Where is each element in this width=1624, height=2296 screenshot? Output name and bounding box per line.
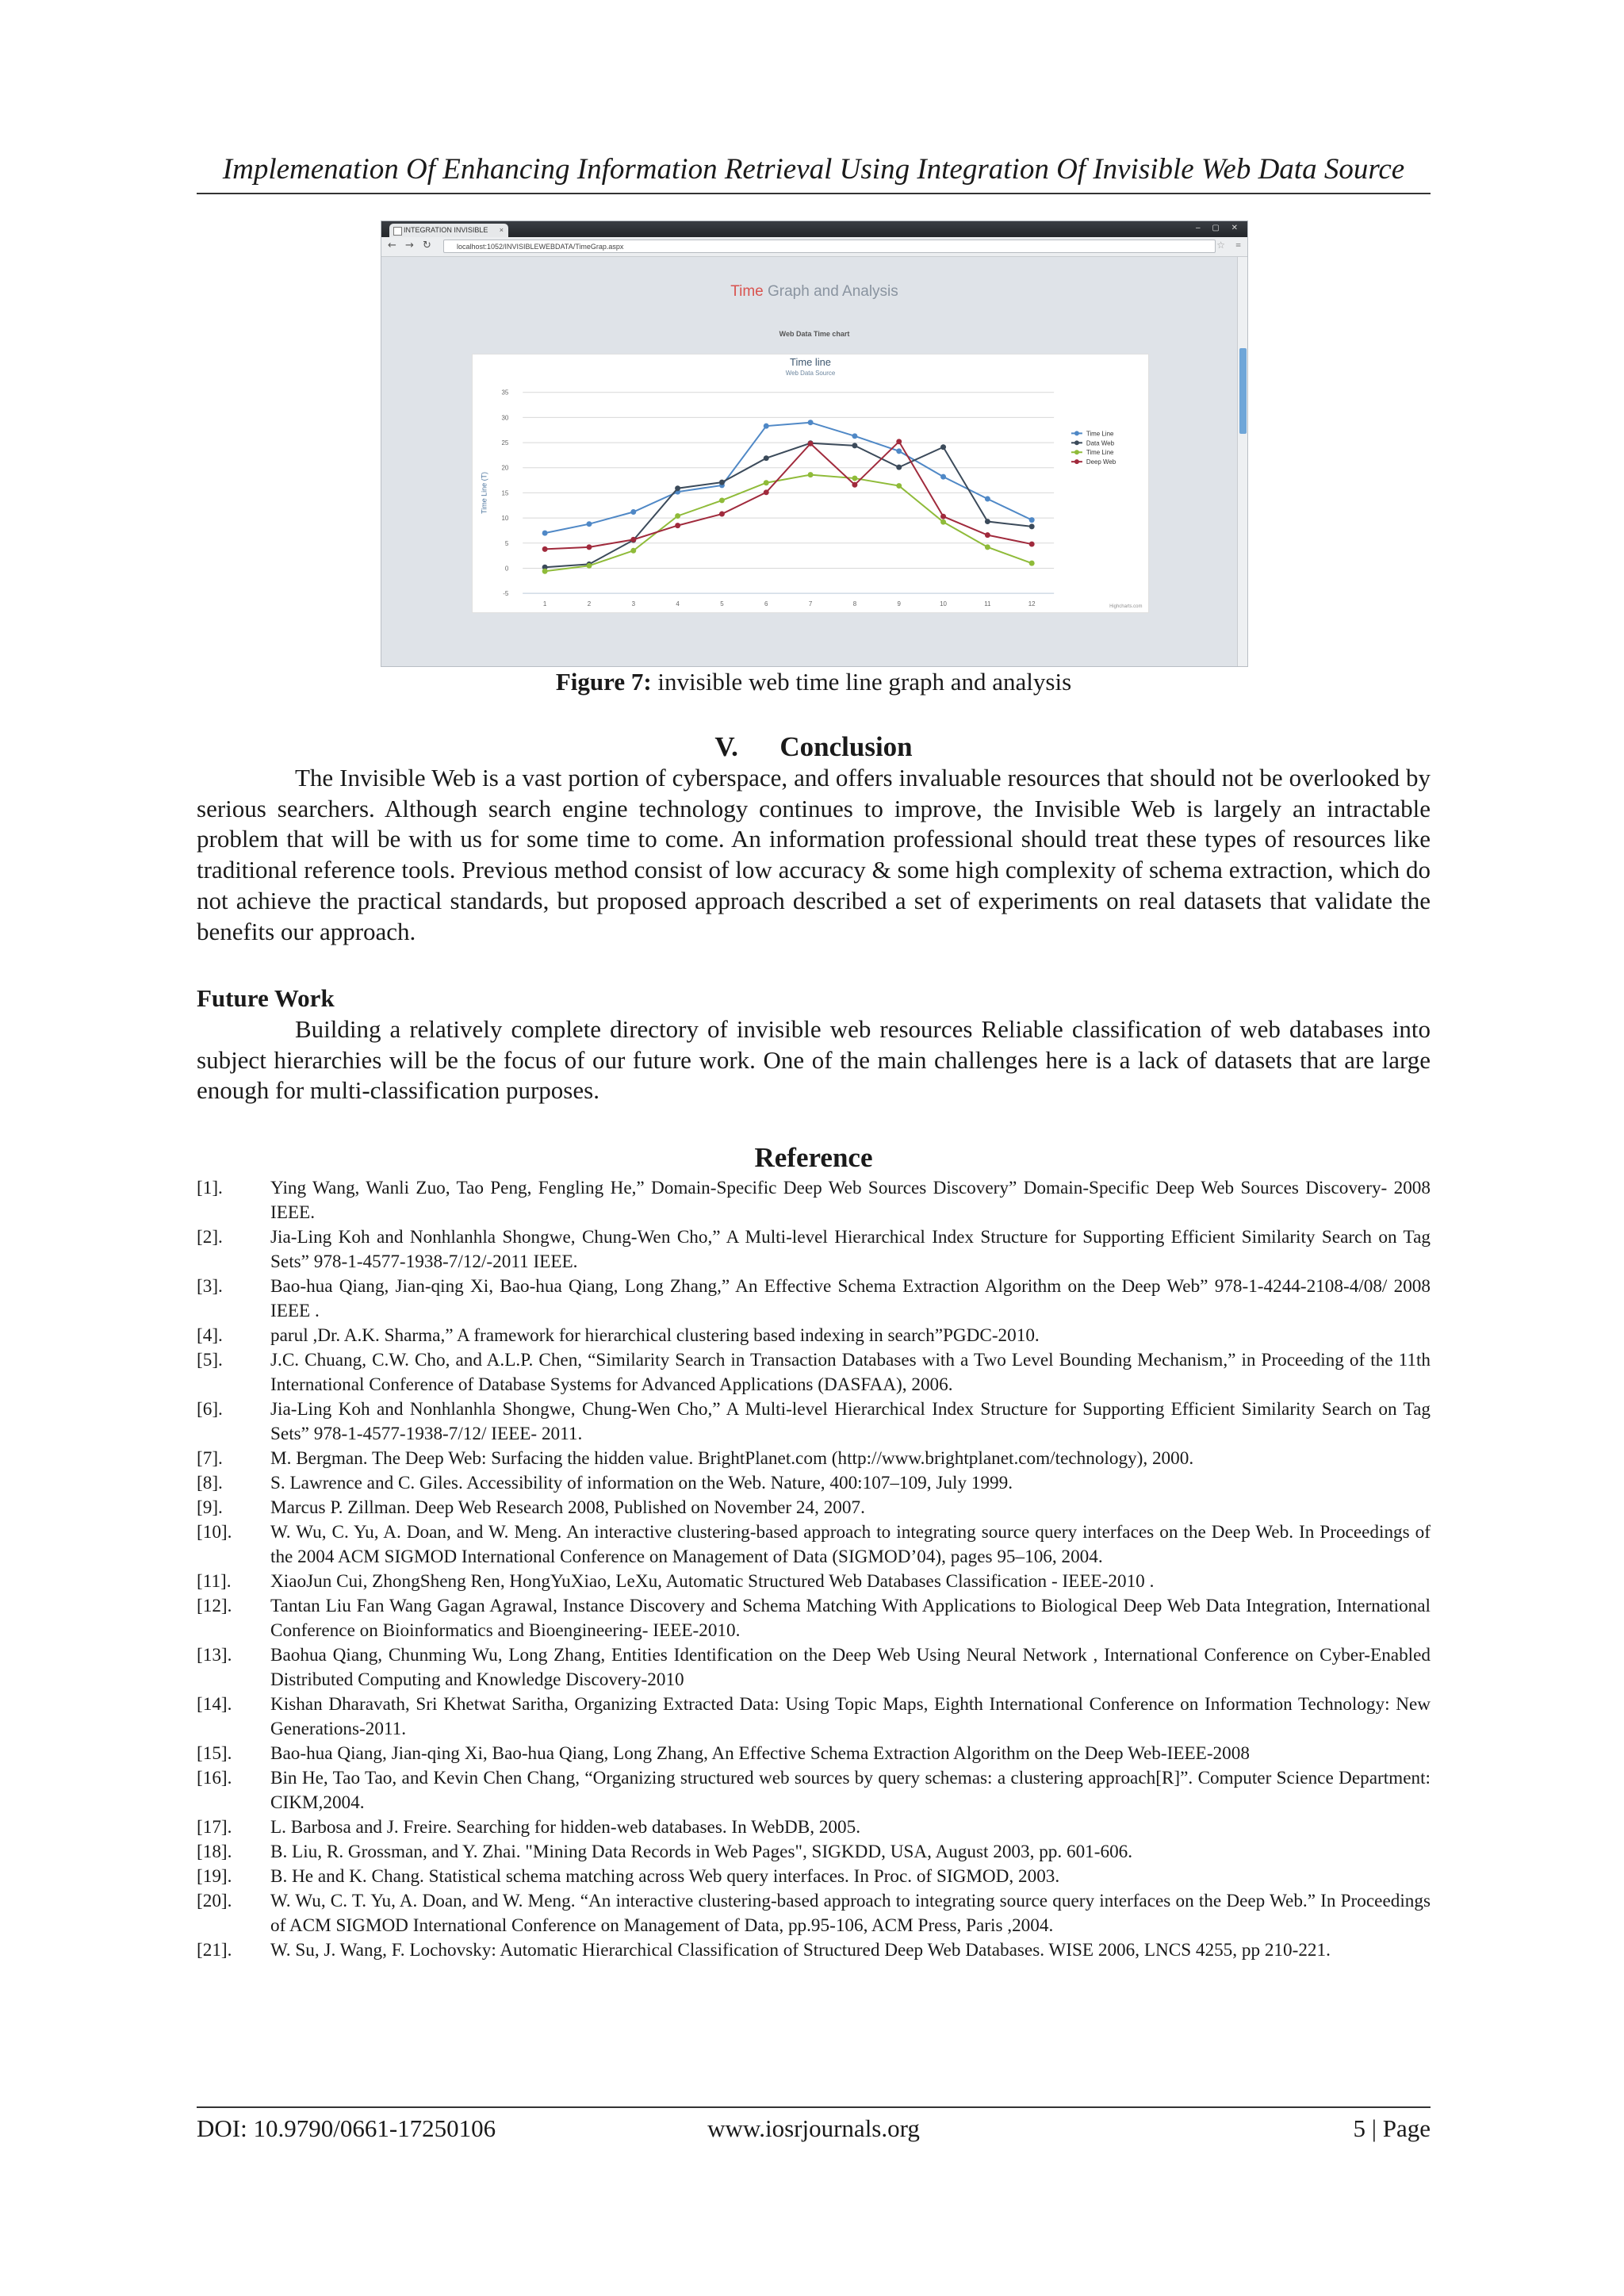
series-3-point: [764, 480, 769, 485]
chart-title: Time line: [790, 355, 831, 368]
series-2-point: [940, 444, 946, 450]
reference-number: [13].: [197, 1645, 232, 1665]
reference-number: [5].: [197, 1350, 223, 1370]
y-tick-label: -5: [503, 590, 509, 598]
x-tick-label: 10: [940, 600, 947, 608]
figure-caption-text: invisible web time line graph and analysis: [651, 668, 1072, 696]
series-line-1: [545, 423, 1032, 533]
reference-number: [8].: [197, 1473, 223, 1493]
series-1-point: [940, 474, 946, 480]
reference-number: [4].: [197, 1325, 223, 1346]
reference-item: [197, 1766, 1431, 1815]
reference-item: [197, 1815, 1431, 1840]
series-3-point: [940, 519, 946, 525]
series-3-point: [896, 483, 902, 489]
reference-number: [15].: [197, 1743, 232, 1764]
url-bar[interactable]: localhost:1052/INVISIBLEWEBDATA/TimeGrap.aspx: [443, 240, 1216, 253]
menu-icon[interactable]: ≡: [1235, 240, 1241, 251]
series-1-point: [808, 420, 814, 425]
browser-tab[interactable]: [389, 224, 508, 237]
series-4-point: [586, 544, 592, 550]
reference-item: [197, 1274, 1431, 1324]
time-line-chart: [472, 354, 1149, 613]
reference-text: J.C. Chuang, C.W. Cho, and A.L.P. Chen, “Similarity Search in Transaction Databases with a Two Level Bounding Mechanism,” in Proceeding of the 11th International Conference of Database Systems for Advanced Applications (DASFAA), 2006.: [270, 1350, 1431, 1395]
reference-list: [197, 1176, 1431, 1963]
series-1-point: [852, 433, 857, 439]
reference-number: [14].: [197, 1694, 232, 1715]
x-tick-label: 2: [587, 600, 592, 608]
series-1-point: [542, 531, 548, 536]
app-title: [381, 283, 1247, 301]
reference-item: [197, 1176, 1431, 1225]
series-3-point: [542, 569, 548, 574]
app-title-rest: Graph and Analysis: [763, 283, 898, 300]
series-line-2: [545, 443, 1032, 567]
x-tick-label: 7: [808, 600, 813, 608]
reference-number: [9].: [197, 1497, 223, 1518]
reference-item: [197, 1520, 1431, 1570]
reference-text: S. Lawrence and C. Giles. Accessibility of information on the Web. Nature, 400:107–109, July 1999.: [270, 1473, 1013, 1493]
y-axis-label: Time Line (T): [480, 472, 488, 514]
reference-text: Bin He, Tao Tao, and Kevin Chen Chang, “Organizing structured web sources by query schemas: a clustering approach[R]”. Computer Science Department: CIKM,2004.: [270, 1768, 1431, 1813]
legend-marker-1: [1074, 431, 1079, 435]
y-tick-label: 10: [501, 515, 509, 523]
y-tick-label: 30: [501, 414, 509, 422]
references-heading: Reference: [754, 1142, 873, 1173]
reference-item: [197, 1865, 1431, 1889]
close-icon[interactable]: ×: [499, 226, 504, 234]
x-tick-label: 12: [1028, 600, 1036, 608]
footer-doi: DOI: 10.9790/0661-17250106: [197, 2114, 496, 2142]
y-tick-label: 5: [504, 539, 509, 547]
x-tick-label: 1: [542, 600, 547, 608]
reference-item: [197, 1938, 1431, 1963]
future-work-paragraph: Building a relatively complete directory of invisible web resources Reliable classification of web databases into subject hierarchies will be the focus of our future work. One of the main challenges here is a lack of datasets that are large enough for multi-classification purposes.: [197, 1015, 1431, 1105]
reference-item: [197, 1324, 1431, 1348]
y-tick-label: 25: [501, 439, 509, 447]
reference-number: [6].: [197, 1399, 223, 1420]
reference-text: Ying Wang, Wanli Zuo, Tao Peng, Fengling He,” Domain-Specific Deep Web Sources Discovery” Domain-Specific Deep Web Sources Discovery- 2008 IEEE.: [270, 1178, 1431, 1223]
reference-number: [16].: [197, 1768, 232, 1788]
reference-item: [197, 1692, 1431, 1742]
chart-credit: Highcharts.com: [1109, 604, 1143, 610]
series-2-point: [896, 465, 902, 470]
legend-label: Deep Web: [1086, 458, 1116, 466]
running-head: Implemenation Of Enhancing Information Retrieval Using Integration Of Invisible Web Data Source: [222, 153, 1405, 186]
y-tick-label: 35: [501, 389, 509, 397]
series-4-point: [1029, 542, 1035, 547]
reference-item: [197, 1397, 1431, 1447]
back-icon[interactable]: ←: [388, 240, 396, 251]
series-1-point: [896, 448, 902, 454]
series-3-point: [675, 513, 680, 519]
series-1-point: [630, 509, 636, 515]
reference-item: [197, 1570, 1431, 1594]
reference-item: [197, 1348, 1431, 1397]
series-3-point: [1029, 561, 1035, 566]
reference-text: parul ,Dr. A.K. Sharma,” A framework for hierarchical clustering based indexing in search”PGDC-2010.: [270, 1325, 1040, 1346]
scrollbar[interactable]: [1237, 257, 1247, 666]
bookmark-star-icon[interactable]: ☆: [1216, 240, 1225, 251]
conclusion-heading: V. Conclusion: [714, 731, 913, 762]
series-3-point: [586, 563, 592, 569]
reference-text: W. Su, J. Wang, F. Lochovsky: Automatic Hierarchical Classification of Structured Deep Web Databases. WISE 2006, LNCS 4255, pp 210-221.: [270, 1940, 1331, 1961]
tab-title: INTEGRATION INVISIBLE: [404, 226, 488, 234]
reference-text: Kishan Dharavath, Sri Khetwat Saritha, Organizing Extracted Data: Using Topic Maps, Eighth International Conference on Information Technology: New Generations-2011.: [270, 1694, 1431, 1739]
scrollbar-thumb[interactable]: [1239, 348, 1247, 434]
reference-text: Baohua Qiang, Chunming Wu, Long Zhang, Entities Identification on the Deep Web Using Neural Network , International Conference on Cyber-Enabled Distributed Computing and Knowledge Discovery-2010: [270, 1645, 1431, 1690]
conclusion-paragraph: The Invisible Web is a vast portion of cyberspace, and offers invaluable resources that should not be overlooked by serious searchers. Although search engine technology continues to improve, the Invisible Web is largely an intractable problem that will be with us for some time to come. An information professional should treat these types of resources like traditional reference tools. Previous method consist of low accuracy & some high complexity of schema extraction, which do not achieve the practical standards, but proposed approach described a set of experiments on real datasets that validate the benefits our approach.: [197, 764, 1431, 945]
reference-number: [11].: [197, 1571, 232, 1592]
series-2-point: [985, 519, 990, 524]
reference-text: Jia-Ling Koh and Nonhlanhla Shongwe, Chung-Wen Cho,” A Multi-level Hierarchical Index Structure for Supporting Efficient Similarity Search on Tag Sets” 978-1-4577-1938-7/12/ IEEE- 2011.: [270, 1399, 1431, 1444]
reference-item: [197, 1447, 1431, 1471]
browser-titlebar: [381, 221, 1247, 237]
chart-subtitle: Web Data Source: [785, 369, 836, 377]
footer-page-number: 5 | Page: [1353, 2114, 1431, 2142]
x-tick-label: 11: [984, 600, 991, 608]
series-4-point: [808, 441, 814, 447]
reference-item: [197, 1742, 1431, 1766]
series-4-point: [896, 439, 902, 444]
x-tick-label: 8: [852, 600, 857, 608]
series-3-point: [985, 544, 990, 550]
reference-text: M. Bergman. The Deep Web: Surfacing the hidden value. BrightPlanet.com (http://www.brightplanet.com/technology), 2000.: [270, 1448, 1194, 1469]
series-3-point: [630, 548, 636, 554]
series-4-point: [852, 482, 857, 488]
figure-caption: [197, 666, 1431, 698]
app-title-accent: Time: [730, 283, 764, 300]
window-controls[interactable]: – ▢ ✕: [1196, 224, 1243, 232]
reference-text: Bao-hua Qiang, Jian-qing Xi, Bao-hua Qiang, Long Zhang,” An Effective Schema Extraction Algorithm on the Deep Web” 978-1-4244-2108-4/08/ 2008 IEEE .: [270, 1276, 1431, 1321]
series-1-point: [985, 496, 990, 502]
x-tick-label: 6: [764, 600, 768, 608]
legend-label: Time Line: [1086, 430, 1114, 438]
reference-number: [3].: [197, 1276, 223, 1297]
browser-toolbar: [381, 237, 1247, 257]
future-work-heading: Future Work: [197, 984, 335, 1012]
series-4-point: [675, 523, 680, 528]
page-icon: [393, 227, 402, 236]
reference-number: [7].: [197, 1448, 223, 1469]
legend-marker-4: [1074, 459, 1079, 464]
reference-item: [197, 1840, 1431, 1865]
header-rule: [197, 193, 1431, 194]
reference-item: [197, 1471, 1431, 1496]
series-line-4: [545, 442, 1032, 550]
series-4-point: [985, 532, 990, 538]
series-4-point: [719, 512, 725, 517]
y-tick-label: 15: [501, 489, 509, 497]
reference-text: Bao-hua Qiang, Jian-qing Xi, Bao-hua Qiang, Long Zhang, An Effective Schema Extraction Algorithm on the Deep Web-IEEE-2008: [270, 1743, 1250, 1764]
reference-text: B. Liu, R. Grossman, and Y. Zhai. "Mining Data Records in Web Pages", SIGKDD, USA, August 2003, pp. 601-606.: [270, 1842, 1133, 1862]
reference-text: XiaoJun Cui, ZhongSheng Ren, HongYuXiao, LeXu, Automatic Structured Web Databases Classification - IEEE-2010 .: [270, 1571, 1155, 1592]
reference-text: W. Wu, C. T. Yu, A. Doan, and W. Meng. “An interactive clustering-based approach to integrating source query interfaces on the Deep Web.” In Proceedings of ACM SIGMOD International Conference on Management of Data, pp.95-106, ACM Press, Paris ,2004.: [270, 1891, 1431, 1936]
reference-text: L. Barbosa and J. Freire. Searching for hidden-web databases. In WebDB, 2005.: [270, 1817, 861, 1838]
reference-text: B. He and K. Chang. Statistical schema matching across Web query interfaces. In Proc. of SIGMOD, 2003.: [270, 1866, 1060, 1887]
series-2-point: [675, 485, 680, 491]
reference-text: W. Wu, C. Yu, A. Doan, and W. Meng. An interactive clustering-based approach to integrating source query interfaces on the Deep Web. In Proceedings of the 2004 ACM SIGMOD International Conference on Management of Data (SIGMOD’04), pages 95–106, 2004.: [270, 1522, 1431, 1567]
y-tick-label: 20: [501, 464, 509, 472]
reference-number: [19].: [197, 1866, 232, 1887]
series-3-point: [852, 476, 857, 481]
series-2-point: [719, 480, 725, 485]
y-tick-label: 0: [504, 565, 509, 573]
series-3-point: [719, 497, 725, 503]
footer-site[interactable]: www.iosrjournals.org: [707, 2114, 920, 2142]
reference-text: Marcus P. Zillman. Deep Web Research 2008, Published on November 24, 2007.: [270, 1497, 865, 1518]
series-1-point: [586, 521, 592, 527]
reference-text: Tantan Liu Fan Wang Gagan Agrawal, Instance Discovery and Schema Matching With Applications to Biological Deep Web Data Integration, International Conference on Bioinformatics and Bioengineering- IEEE-2010.: [270, 1596, 1431, 1641]
x-tick-label: 4: [676, 600, 680, 608]
footer-rule: [197, 2106, 1431, 2108]
series-2-point: [852, 443, 857, 448]
series-4-point: [630, 537, 636, 542]
legend-marker-2: [1074, 440, 1079, 445]
series-1-point: [764, 424, 769, 429]
legend-label: Time Line: [1086, 449, 1114, 457]
x-tick-label: 5: [720, 600, 724, 608]
reference-number: [10].: [197, 1522, 232, 1543]
x-tick-label: 3: [631, 600, 636, 608]
reference-number: [18].: [197, 1842, 232, 1862]
reference-number: [1].: [197, 1178, 223, 1198]
reload-icon[interactable]: ↻: [423, 240, 431, 251]
series-4-point: [764, 489, 769, 495]
x-tick-label: 9: [897, 600, 901, 608]
reference-number: [2].: [197, 1227, 223, 1248]
series-2-point: [1029, 523, 1035, 529]
series-2-point: [764, 455, 769, 461]
reference-number: [21].: [197, 1940, 232, 1961]
forward-icon[interactable]: →: [405, 240, 414, 251]
series-4-point: [542, 546, 548, 552]
reference-text: Jia-Ling Koh and Nonhlanhla Shongwe, Chung-Wen Cho,” A Multi-level Hierarchical Index Structure for Supporting Efficient Similarity Search on Tag Sets” 978-1-4577-1938-7/12/-2011 IEEE.: [270, 1227, 1431, 1272]
legend-marker-3: [1074, 450, 1079, 454]
reference-item: [197, 1594, 1431, 1643]
reference-item: [197, 1889, 1431, 1938]
reference-number: [17].: [197, 1817, 232, 1838]
chart-caption-top: Web Data Time chart: [779, 330, 850, 338]
reference-number: [20].: [197, 1891, 232, 1911]
reference-number: [12].: [197, 1596, 232, 1616]
figure-label: Figure 7:: [555, 668, 652, 696]
series-4-point: [940, 514, 946, 519]
reference-item: [197, 1496, 1431, 1520]
reference-item: [197, 1643, 1431, 1692]
legend-label: Data Web: [1086, 439, 1115, 447]
series-3-point: [808, 472, 814, 477]
reference-item: [197, 1225, 1431, 1274]
series-1-point: [1029, 517, 1035, 523]
